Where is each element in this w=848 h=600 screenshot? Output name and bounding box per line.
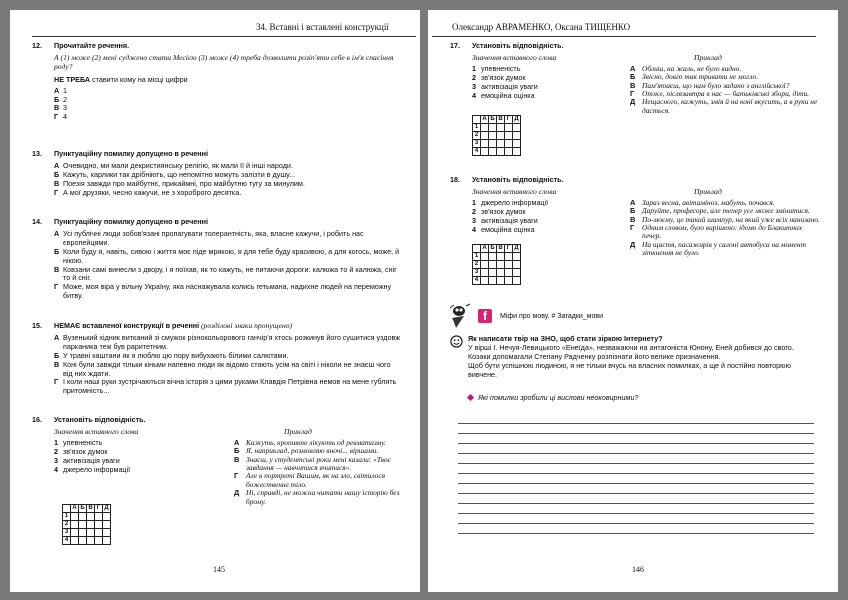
grid-answer-cell[interactable]: [489, 277, 497, 285]
grid-answer-cell[interactable]: [497, 253, 505, 261]
question-16: [32, 416, 402, 506]
answer-line[interactable]: [458, 454, 814, 464]
option-row: [32, 104, 402, 113]
option-text: Може, моя віра у вільну Україну, яка наснажувала колись гетьмана, надихне людей на переможну битву.: [63, 282, 392, 301]
question-number: 15.: [32, 321, 42, 330]
option-letter: В: [54, 264, 60, 274]
question-number: 16.: [32, 415, 42, 424]
grid-answer-cell[interactable]: [79, 513, 87, 521]
grid-answer-cell[interactable]: [79, 529, 87, 537]
grid-answer-cell[interactable]: [79, 537, 87, 545]
answer-line[interactable]: [458, 494, 814, 504]
option-letter: Г: [54, 282, 59, 292]
option-row: [32, 248, 402, 266]
option-row: [32, 361, 402, 379]
example-text: Ні, справді, не можна читати нашу історію без брому.: [246, 488, 400, 506]
meaning-number: 1: [54, 437, 58, 447]
meaning-text: джерело інформації: [63, 464, 131, 474]
answer-line[interactable]: [458, 474, 814, 484]
grid-row-number: 4: [473, 148, 481, 156]
grid-header-cell: В: [88, 505, 93, 511]
example-text: Одним словом, було вирішено: ідемо до Блакитних печер.: [642, 223, 802, 241]
meaning-number: 4: [54, 464, 58, 474]
grid-row-number: 1: [63, 513, 71, 521]
meaning-row: [472, 92, 630, 101]
answer-table: [472, 115, 521, 156]
question-number: 14.: [32, 217, 42, 226]
grid-corner-cell: [63, 505, 71, 513]
left-page: [10, 10, 420, 592]
grid-answer-cell[interactable]: [95, 513, 103, 521]
example-text: Даруйте, професоре, але тепер усе може змінитися.: [642, 206, 810, 216]
grid-answer-cell[interactable]: [497, 140, 505, 148]
example-row: [234, 489, 402, 506]
grid-header-cell: Б: [490, 245, 495, 252]
grid-answer-cell[interactable]: [71, 537, 79, 545]
grid-answer-cell[interactable]: [71, 521, 79, 529]
option-text: І коли наші руки зустрічаються вічна історія з цими руками Клавдія Петрівна немов на мене гублять притомність...: [63, 377, 397, 396]
meaning-text: емоційна оцінка: [481, 90, 535, 100]
meaning-row: [54, 466, 232, 475]
option-text: 3: [63, 103, 67, 113]
meaning-text: упевненість: [481, 63, 521, 73]
meaning-number: 2: [472, 206, 476, 216]
grid-answer-cell[interactable]: [103, 529, 111, 537]
question-title: Установіть відповідність.: [472, 175, 564, 184]
option-text: Вузенький хідник витканий зі смужок різнокольорового ганчір'я хтось розкинув його сушитися уздовж парканика теж був раритетним.: [63, 332, 401, 351]
example-text: Зараз весна, авітаміноз, мабуть, почався.: [642, 197, 775, 207]
page-header: Олександр АВРАМЕНКО, Оксана ТИЩЕНКО: [452, 22, 631, 32]
question-12: [32, 42, 402, 122]
grid-answer-cell[interactable]: [95, 521, 103, 529]
grid-row-number: 2: [63, 521, 71, 529]
example-text: Знаєш, у студентські роки мені казали: «Твоє завдання — навчитися вчитися».: [246, 454, 391, 473]
grid-answer-cell[interactable]: [87, 513, 95, 521]
grid-answer-cell[interactable]: [103, 521, 111, 529]
example-column-header: Приклад: [694, 186, 722, 196]
option-letter: Г: [54, 377, 59, 387]
meaning-text: джерело інформації: [481, 197, 549, 207]
option-letter: А: [54, 160, 60, 170]
question-18: [450, 176, 820, 285]
grid-answer-cell[interactable]: [489, 261, 497, 269]
example-row: [630, 98, 820, 115]
grid-header-cell: А: [72, 505, 77, 511]
meaning-column-header: Значення вставного слова: [472, 52, 557, 62]
meaning-text: упевненість: [63, 437, 103, 447]
grid-answer-cell[interactable]: [489, 132, 497, 140]
question-title: Прочитайте речення.: [54, 41, 130, 50]
grid-row-number: 2: [473, 261, 481, 269]
meaning-text: зв'язок думок: [63, 446, 108, 456]
grid-answer-cell[interactable]: [103, 513, 111, 521]
grid-answer-cell[interactable]: [481, 277, 489, 285]
grid-header-cell: А: [482, 245, 487, 252]
question-17: [450, 42, 820, 156]
example-letter: Д: [630, 97, 636, 107]
instruction-text: ставити кому на місці цифри: [90, 74, 188, 84]
grid-row-number: 4: [473, 277, 481, 285]
option-text: 2: [63, 94, 67, 104]
example-letter: Б: [630, 72, 636, 82]
grid-answer-cell[interactable]: [87, 537, 95, 545]
option-letter: А: [54, 332, 60, 342]
grid-header-cell: Г: [505, 116, 513, 124]
example-column-header: Приклад: [284, 426, 312, 436]
grid-answer-cell[interactable]: [489, 253, 497, 261]
grid-answer-cell[interactable]: [481, 148, 489, 156]
tip-prompt: Які помилки зробили ці вислови неоковирними?: [478, 392, 639, 402]
example-text: Звісно, довго так тривати не могло.: [642, 72, 759, 82]
grid-answer-cell[interactable]: [481, 132, 489, 140]
grid-row-number: 1: [473, 253, 481, 261]
tip-line: Щоб бути успішною людиною, я не тільки вчусь на власних помилках, а ще й постійно повторюю вивчене.: [468, 360, 791, 379]
option-text: Поезія завжди про майбутнє, прикаймні, про майбутню тугу за минулим.: [63, 178, 305, 188]
example-text: Я, наприклад, розмовляю вночі... віршами.: [246, 446, 379, 456]
question-13: [32, 150, 402, 198]
grid-answer-cell[interactable]: [513, 261, 521, 269]
grid-answer-cell[interactable]: [103, 537, 111, 545]
grid-answer-cell[interactable]: [489, 148, 497, 156]
answer-line[interactable]: [458, 464, 814, 474]
grid-answer-cell[interactable]: [489, 269, 497, 277]
grid-row-number: 2: [473, 132, 481, 140]
examples-list: [630, 65, 820, 115]
meaning-number: 1: [472, 63, 476, 73]
question-title: Пунктуаційну помилку допущено в реченні: [54, 149, 208, 158]
meaning-text: зв'язок думок: [481, 206, 526, 216]
example-letter: Г: [630, 223, 635, 233]
grid-header-cell: Г: [505, 245, 513, 253]
option-text: А мої друзяки, чесно кажучи, не з хороброго десятка.: [63, 187, 242, 197]
example-row: [630, 241, 820, 258]
option-row: [32, 113, 402, 122]
answer-table: [472, 244, 521, 285]
grid-answer-cell[interactable]: [95, 529, 103, 537]
grid-answer-cell[interactable]: [513, 253, 521, 261]
example-text: Пам'ятаєш, що нам було задано з англійської?: [642, 80, 790, 90]
grid-row-number: 3: [63, 529, 71, 537]
meanings-list: [54, 439, 232, 475]
meaning-text: активізація уваги: [481, 215, 538, 225]
grid-answer-cell[interactable]: [513, 148, 521, 156]
answer-line[interactable]: [458, 524, 814, 534]
example-letter: В: [234, 454, 240, 464]
grid-answer-cell[interactable]: [505, 253, 513, 261]
answer-grid: [472, 115, 630, 156]
question-title: Установіть відповідність.: [472, 41, 564, 50]
grid-header-cell: Д: [514, 245, 519, 252]
grid-answer-cell[interactable]: [505, 148, 513, 156]
meaning-number: 1: [472, 197, 476, 207]
grid-row-number: 3: [473, 140, 481, 148]
example-letter: А: [630, 63, 636, 73]
options-list: [32, 334, 402, 396]
meaning-number: 3: [472, 215, 476, 225]
option-letter: Б: [54, 350, 60, 360]
header-rule: [32, 36, 416, 37]
options-list: [32, 162, 402, 198]
grid-answer-cell[interactable]: [505, 277, 513, 285]
examples-list: [234, 439, 402, 506]
example-letter: Б: [234, 446, 240, 456]
social-bar: [448, 302, 603, 330]
meaning-text: активізація уваги: [481, 81, 538, 91]
grid-header-cell: Б: [490, 116, 495, 123]
header-rule: [432, 36, 816, 37]
grid-answer-cell[interactable]: [481, 140, 489, 148]
example-text: Отже, післязавтра в нас — батьківські збори, діти.: [642, 89, 810, 99]
example-text: На щастя, пасажирів у салоні автобуса на момент зіткнення не було.: [642, 239, 806, 258]
grid-answer-cell[interactable]: [513, 277, 521, 285]
option-text: Коні були завжди тільки кіньми напевно люди як відомо стають усім на світі і ніколи не знаєш чого від них ждати.: [63, 359, 391, 378]
option-text: 4: [63, 112, 67, 122]
answer-line[interactable]: [458, 484, 814, 494]
option-row: [32, 378, 402, 396]
option-row: [32, 87, 402, 96]
grid-answer-cell[interactable]: [71, 529, 79, 537]
grid-answer-cell[interactable]: [497, 269, 505, 277]
example-letter: Д: [234, 488, 240, 498]
grid-header-cell: В: [498, 116, 503, 123]
smile-icon: [450, 335, 463, 348]
right-page: [428, 10, 838, 592]
example-letter: Д: [630, 239, 636, 249]
option-text: Усі публічні люди зобов'язані пропагувати толерантність, яка, власне кажучи, і робить нас європейцями.: [63, 228, 364, 247]
diamond-icon: [467, 394, 474, 401]
answer-line[interactable]: [458, 444, 814, 454]
meanings-list: [472, 199, 630, 235]
question-number: 18.: [450, 175, 460, 184]
option-row: [32, 230, 402, 248]
option-letter: Б: [54, 94, 60, 104]
option-letter: А: [54, 85, 60, 95]
example-text: Кажуть, кропивою лікують од ревматизму.: [246, 437, 386, 447]
meaning-number: 3: [472, 81, 476, 91]
question-number: 17.: [450, 41, 460, 50]
option-text: Очевидно, ми мали декристиянську релігію, як мали її й інші народи.: [63, 160, 293, 170]
grid-answer-cell[interactable]: [481, 261, 489, 269]
example-letter: Г: [234, 471, 239, 481]
facebook-icon[interactable]: f: [478, 309, 492, 323]
example-letter: Б: [630, 206, 636, 216]
grid-answer-cell[interactable]: [79, 521, 87, 529]
example-row: [234, 456, 402, 473]
option-letter: Б: [54, 169, 60, 179]
grid-answer-cell[interactable]: [95, 537, 103, 545]
grid-answer-cell[interactable]: [497, 132, 505, 140]
grid-answer-cell[interactable]: [497, 261, 505, 269]
grid-answer-cell[interactable]: [71, 513, 79, 521]
grid-answer-cell[interactable]: [497, 148, 505, 156]
question-15: [32, 322, 402, 396]
grid-answer-cell[interactable]: [87, 529, 95, 537]
options-list: [32, 230, 402, 301]
option-row: [32, 96, 402, 105]
grid-header-cell: А: [482, 116, 487, 123]
grid-answer-cell[interactable]: [513, 132, 521, 140]
grid-answer-cell[interactable]: [513, 269, 521, 277]
option-letter: В: [54, 359, 60, 369]
option-text: Коли буду я, навіть, сивою і життя моє піде мрякою, я для тебе буду красивою, а для когось, може, й нікою.: [63, 246, 400, 265]
tip-prompt-row: [468, 394, 818, 403]
grid-answer-cell[interactable]: [481, 124, 489, 132]
grid-answer-cell[interactable]: [497, 277, 505, 285]
question-title-note: (розділові знаки пропущено): [199, 321, 293, 330]
option-row: [32, 283, 402, 301]
grid-answer-cell[interactable]: [481, 253, 489, 261]
meaning-number: 4: [472, 224, 476, 234]
grid-header-cell: В: [498, 245, 503, 252]
grid-answer-cell[interactable]: [481, 269, 489, 277]
example-text: Облиш, на жаль, не було видно.: [642, 63, 742, 73]
grid-header-cell: Д: [104, 505, 109, 511]
example-letter: А: [234, 437, 240, 447]
option-text: Ковзани самі винесли з двору, і я поїхав, як то кажуть, не питаючи дороги: калюжа то й калюжа, сніг то й сніг.: [63, 264, 397, 283]
meaning-number: 3: [54, 455, 58, 465]
tip-block: [468, 335, 818, 402]
example-row: [234, 472, 402, 489]
question-number: 13.: [32, 149, 42, 158]
answer-grid: [472, 244, 630, 285]
page-number: 146: [632, 565, 644, 574]
option-letter: В: [54, 178, 60, 188]
question-14: [32, 218, 402, 301]
option-text: У травні каштани як я люблю цю пору вибухають білими салютами.: [63, 350, 289, 360]
option-letter: Б: [54, 246, 60, 256]
meaning-text: активізація уваги: [63, 455, 120, 465]
meaning-number: 4: [472, 90, 476, 100]
option-text: Кажуть, карлики так дрібніють, що непомітно можуть залізти в душу...: [63, 169, 295, 179]
question-title: НЕМАЄ вставленої конструкції в реченні: [54, 321, 200, 330]
answer-grid: [62, 504, 111, 545]
page-header: 34. Вставні і вставлені конструкції: [256, 22, 389, 32]
option-letter: Г: [54, 187, 59, 197]
grid-answer-cell[interactable]: [87, 521, 95, 529]
grid-answer-cell[interactable]: [505, 269, 513, 277]
option-text: 1: [63, 85, 67, 95]
option-letter: Г: [54, 112, 59, 122]
question-title: Пунктуаційну помилку допущено в реченні: [54, 217, 208, 226]
grid-corner-cell: [473, 245, 481, 253]
grid-answer-cell[interactable]: [489, 140, 497, 148]
meaning-number: 2: [472, 72, 476, 82]
tip-line: У вірші І. Нечуя-Левицького «Енеїда», незважаючи на антагоніста Юнону, Еней добився до свого.: [468, 342, 794, 352]
answer-lines: [458, 414, 814, 534]
grid-answer-cell[interactable]: [505, 124, 513, 132]
grid-answer-cell[interactable]: [505, 140, 513, 148]
answer-line[interactable]: [458, 514, 814, 524]
grid-answer-cell[interactable]: [513, 140, 521, 148]
example-letter: А: [630, 197, 636, 207]
example-text: Але в портреті Вашим, як на зло, світилося божественне тіло.: [246, 471, 386, 489]
example-letter: В: [630, 80, 636, 90]
answer-line[interactable]: [458, 414, 814, 424]
page-number: 145: [213, 565, 225, 574]
answer-line[interactable]: [458, 434, 814, 444]
grid-header-cell: Б: [80, 505, 85, 511]
question-title: Установіть відповідність.: [54, 415, 146, 424]
grid-row-number: 1: [473, 124, 481, 132]
social-caption: Міфи про мову. # Загадки_мови: [500, 312, 604, 320]
grid-row-number: 4: [63, 537, 71, 545]
tip-lines: [468, 344, 818, 380]
options-list: [32, 87, 402, 123]
grid-row-number: 3: [473, 269, 481, 277]
grid-answer-cell[interactable]: [489, 124, 497, 132]
option-row: [32, 334, 402, 352]
answer-table: [62, 504, 111, 545]
option-row: [32, 189, 402, 198]
question-sentence: А (1) може (2) мені судженo стати Месією (3) може (4) треба дозволити розіп'яти себе в ім'я спасіння роду?: [54, 52, 394, 71]
tip-line: Козаки допомагали Степану Радченку розпізнати його велике призначення.: [468, 351, 721, 361]
meaning-text: емоційна оцінка: [481, 224, 535, 234]
option-row: [32, 266, 402, 284]
meaning-column-header: Значення вставного слова: [54, 426, 139, 436]
example-text: По-моєму, це такий шампур, на який уже всіх нанизано.: [642, 214, 820, 224]
grid-answer-cell[interactable]: [505, 132, 513, 140]
meaning-text: зв'язок думок: [481, 72, 526, 82]
meanings-list: [472, 65, 630, 101]
tip-question: Як написати твір на ЗНО, щоб стати зіркою Інтернету?: [468, 334, 663, 343]
grid-header-cell: Д: [514, 116, 519, 123]
question-number: 12.: [32, 41, 42, 50]
example-row: [630, 224, 820, 241]
option-letter: В: [54, 103, 60, 113]
example-letter: Г: [630, 89, 635, 99]
meaning-row: [472, 226, 630, 235]
grid-header-cell: Г: [95, 505, 103, 513]
grid-answer-cell[interactable]: [505, 261, 513, 269]
answer-line[interactable]: [458, 424, 814, 434]
answer-line[interactable]: [458, 504, 814, 514]
meaning-number: 2: [54, 446, 58, 456]
example-letter: В: [630, 214, 636, 224]
instruction-bold: НЕ ТРЕБА: [54, 74, 91, 84]
grid-answer-cell[interactable]: [497, 124, 505, 132]
grid-answer-cell[interactable]: [513, 124, 521, 132]
grid-corner-cell: [473, 116, 481, 124]
character-icon: [448, 302, 474, 330]
meaning-column-header: Значення вставного слова: [472, 186, 557, 196]
option-letter: А: [54, 228, 60, 238]
examples-list: [630, 199, 820, 258]
example-column-header: Приклад: [694, 52, 722, 62]
example-text: Нещасного, кажуть, змія й на коні вкусить, а в руки не дасться.: [642, 97, 818, 115]
